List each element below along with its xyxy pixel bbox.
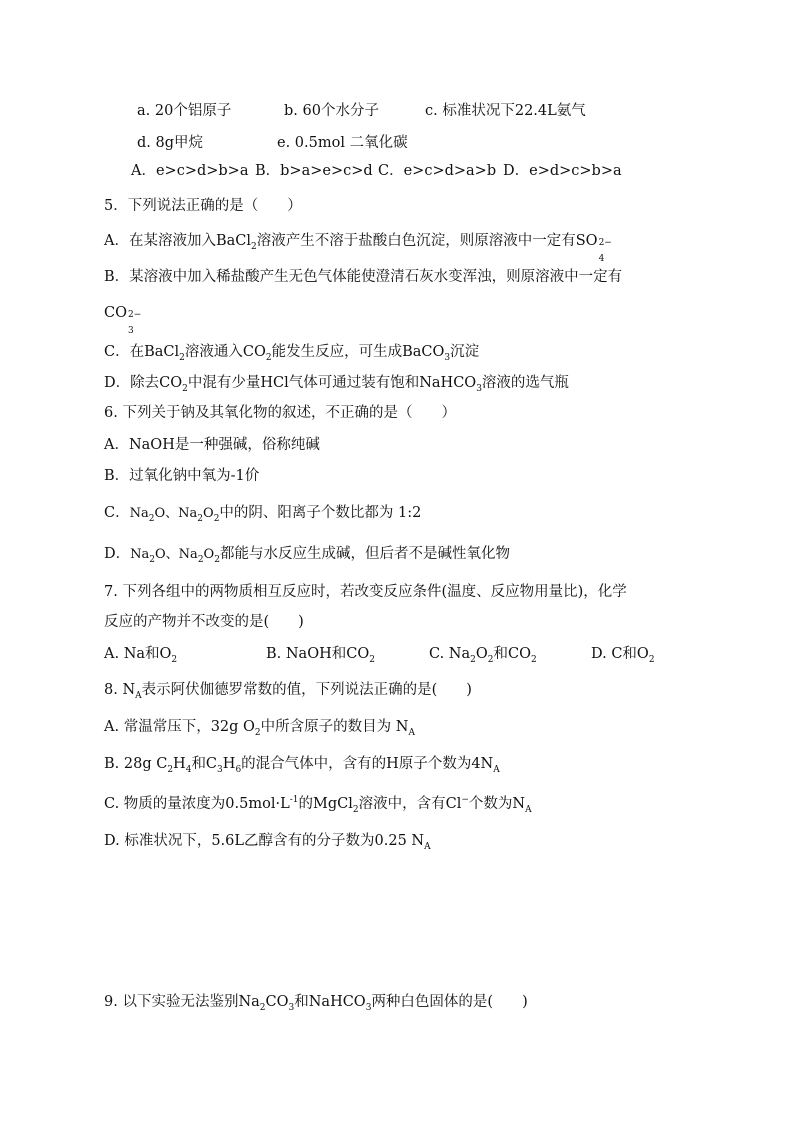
- q6-option-b: B．过氧化钠中氧为-1价: [104, 468, 260, 484]
- q4-option-b: B．b>a>e>c>d: [255, 163, 373, 179]
- q4-item-d: d. 8g甲烷: [137, 135, 204, 151]
- q6-option-a: A．NaOH是一种强碱，俗称纯碱: [104, 437, 320, 453]
- q4-item-b: b. 60个水分子: [284, 103, 379, 119]
- q8-option-c: C. 物质的量浓度为$0.5mol\cdot L^{-1}$的MgCl$_2$溶液中，含有Cl−个数为$N_A$: [104, 795, 532, 815]
- q7-stem-line2: 反应的产物并不改变的是( ): [104, 614, 304, 630]
- q9-stem: 9. 以下实验无法鉴别$Na_2CO_3$和NaHCO$_3$两种白色固体的是( ): [104, 994, 528, 1013]
- q4-item-e: e. 0.5mol 二氧化碳: [277, 135, 408, 151]
- q8-option-a: A. 常温常压下，32g $O_2$中所含原子的数目为 $N_A$: [104, 719, 415, 738]
- q6-option-d: D．$Na_2O$、$Na_2O_2$都能与水反应生成碱，但后者不是碱性氧化物: [104, 546, 510, 565]
- q5-option-c: C．在BaCl$_2$溶液通入$CO_2$能发生反应，可生成BaCO$_3$沉淀: [104, 344, 480, 363]
- q4-item-c: c. 标准状况下22.4L氨气: [425, 103, 586, 119]
- q8-option-d: D. 标准状况下，5.6L乙醇含有的分子数为0.25 $N_A$: [104, 833, 431, 852]
- q6-option-c: C．$Na_2O$、$Na_2O_2$中的阴、阳离子个数比都为 1:2: [104, 505, 422, 524]
- q7-stem-line1: 7. 下列各组中的两物质相互反应时，若改变反应条件(温度、反应物用量比)，化学: [104, 584, 627, 600]
- q7-option-c: C. $Na_2O_2$和$CO_2$: [429, 646, 537, 665]
- q4-item-a: a. 20个铝原子: [137, 103, 232, 119]
- q4-option-a: A．e>c>d>b>a: [131, 163, 249, 179]
- q7-option-d: D. C和$O_2$: [591, 646, 655, 665]
- q7-option-a: A. Na和$O_2$: [104, 646, 178, 665]
- q5-option-b-line2: CO 2− 3: [104, 305, 142, 336]
- q5-option-d: D．除去$CO_2$中混有少量HCl气体可通过装有饱和NaHCO$_3$溶液的选气瓶: [104, 375, 569, 394]
- q6-stem: 6. 下列关于钠及其氧化物的叙述，不正确的是（ ）: [104, 405, 456, 421]
- q4-option-d: D．e>d>c>b>a: [503, 163, 622, 179]
- q8-option-b: B. 28g $C_2H_4$和$C_3H_6$的混合气体中，含有的H原子个数为$4N_A$: [104, 756, 500, 775]
- q5-stem: 5．下列说法正确的是（ ）: [104, 198, 302, 214]
- q8-stem: 8. $N_A$表示阿伏伽德罗常数的值，下列说法正确的是( ): [104, 682, 472, 701]
- q5-option-a: A．在某溶液加入BaCl$_2$溶液产生不溶于盐酸白色沉淀，则原溶液中一定有SO 2− 4: [104, 233, 612, 264]
- q4-option-c: C．e>c>d>a>b: [378, 163, 497, 179]
- q5-option-b-line1: B．某溶液中加入稀盐酸产生无色气体能使澄清石灰水变浑浊，则原溶液中一定有: [104, 269, 623, 285]
- q7-option-b: B. NaOH和$CO_2$: [266, 646, 375, 665]
